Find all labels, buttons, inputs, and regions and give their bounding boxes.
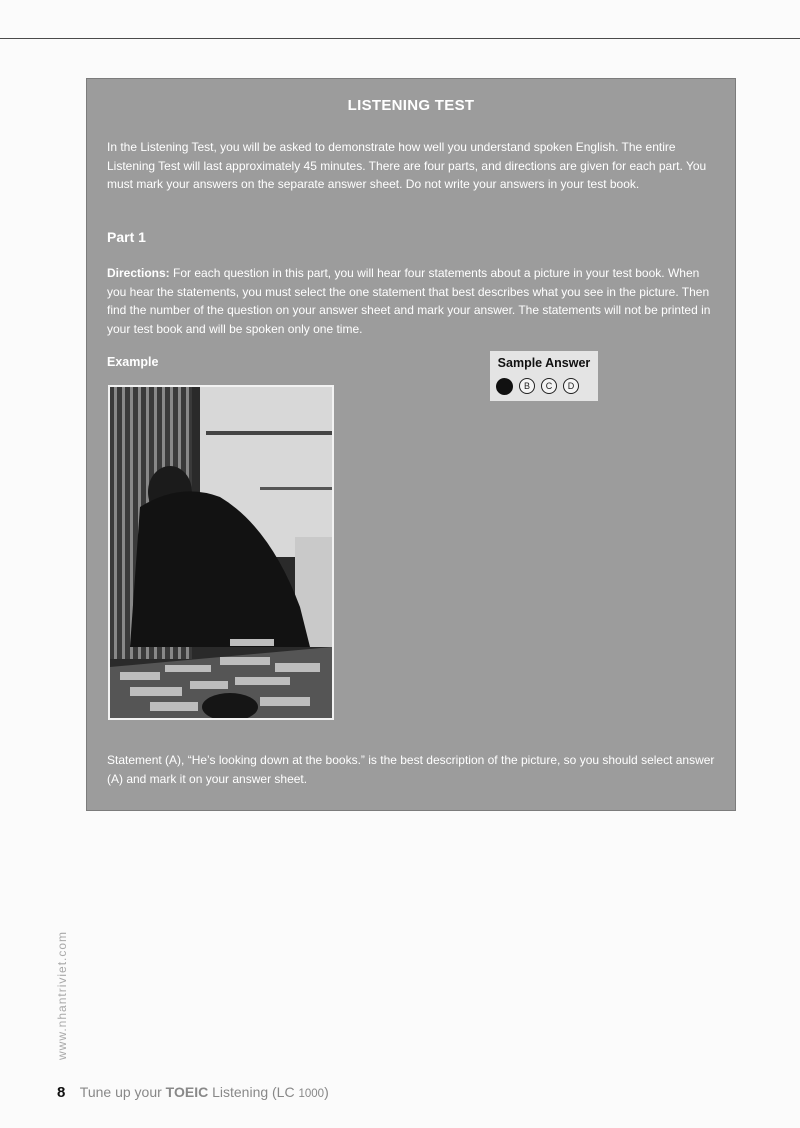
footer-close: ) xyxy=(324,1084,329,1100)
intro-paragraph: In the Listening Test, you will be asked to demonstrate how well you understand spoken English. The entire Listening Test will last approximately 45 minutes. There are four parts, and directions are given for each part. You must mark your answers on the separate answer sheet. Do not write your answers in your test book. xyxy=(107,140,707,191)
directions-text: For each question in this part, you will hear four statements about a picture in your test book. When you hear the statements, you must select the one statement that best describes what you see in the picture. Then find the number of the question on your answer sheet and mark your answer. The statements will not be printed in your test book and will be spoken only one time. xyxy=(107,266,711,336)
part-heading: Part 1 xyxy=(107,229,146,245)
listening-test-panel xyxy=(86,78,736,811)
page-footer xyxy=(57,1084,329,1102)
answer-bubble-c: C xyxy=(541,378,557,394)
footer-book-title xyxy=(80,1084,329,1100)
footer-prefix: Tune up your xyxy=(79,1084,162,1100)
sample-answer-box xyxy=(490,351,598,401)
answer-bubble-b: B xyxy=(519,378,535,394)
footer-suffix: Listening (LC xyxy=(212,1084,295,1100)
watermark: www.nhantriviet.com xyxy=(55,930,69,1060)
example-photo xyxy=(108,385,334,720)
page-number: 8 xyxy=(57,1084,66,1101)
top-rule xyxy=(0,38,800,39)
answer-bubble-a xyxy=(496,378,513,395)
answer-bubbles xyxy=(496,378,579,395)
directions-label: Directions: xyxy=(107,266,170,280)
footer-brand: TOEIC xyxy=(165,1084,209,1100)
example-photo-image xyxy=(110,387,332,718)
sample-answer-title: Sample Answer xyxy=(497,356,591,370)
example-label: Example xyxy=(107,355,159,369)
footer-code: 1000 xyxy=(298,1088,325,1100)
answer-bubble-d: D xyxy=(563,378,579,394)
directions-paragraph xyxy=(107,264,718,338)
statement-paragraph: Statement (A), “He’s looking down at the books.” is the best description of the picture, so you should select answer (A) and mark it on your answer sheet. xyxy=(107,753,715,786)
panel-title: LISTENING TEST xyxy=(347,97,475,114)
